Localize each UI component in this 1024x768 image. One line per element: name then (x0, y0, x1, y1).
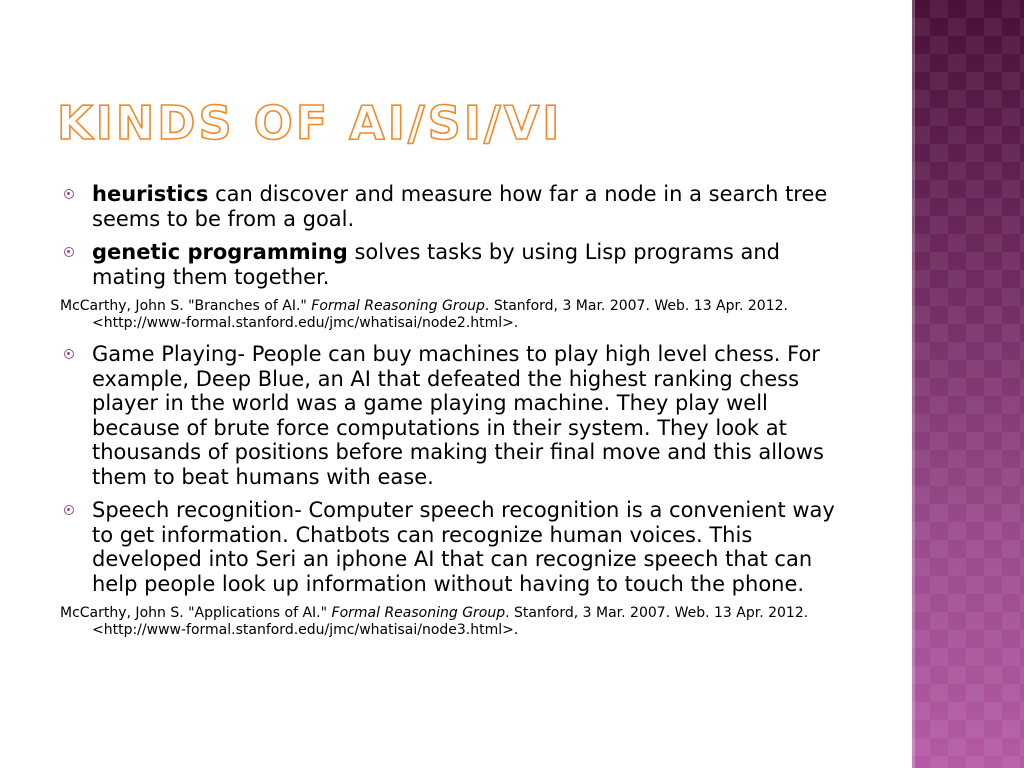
bullet-term: heuristics (92, 182, 209, 206)
citation-applications-of-ai (60, 605, 860, 639)
bullet-genetic-programming (60, 240, 860, 289)
decorative-side-band (912, 0, 1024, 768)
bullet-text: Speech recognition- Computer speech recognition is a convenient way to get information. Chatbots can recognize human voices. This developed into Seri an iphone AI that can recognize speech that can help people look up information without having to touch the phone. (92, 498, 835, 596)
circle-dot-bullet-icon (64, 505, 74, 515)
bullet-text: can discover and measure how far a node in a search tree seems to be from a goal. (92, 182, 828, 231)
citation-details: . Stanford, 3 Mar. 2007. Web. 13 Apr. 2012. <http://www-formal.stanford.edu/jmc/whatisai/node3.html>. (92, 605, 809, 638)
bullet-text: Game Playing- People can buy machines to play high level chess. For example, Deep Blue, an AI that defeated the highest ranking chess player in the world was a game playing machine. They play well because of brute force computations in their system. They look at thousands of positions before making their final move and this allows them to beat humans with ease. (92, 342, 824, 489)
bullet-term: genetic programming (92, 240, 348, 264)
circle-dot-bullet-icon (64, 349, 74, 359)
bullet-heuristics (60, 182, 860, 231)
circle-dot-bullet-icon (64, 247, 74, 257)
citation-details: . Stanford, 3 Mar. 2007. Web. 13 Apr. 2012. <http://www-formal.stanford.edu/jmc/whatisai/node2.html>. (92, 298, 788, 331)
slide-title: KINDS OF AI/SI/VI (57, 96, 563, 150)
bullet-text: solves tasks by using Lisp programs and mating them together. (92, 240, 780, 289)
citation-author-title: McCarthy, John S. "Branches of AI." (60, 298, 312, 314)
slide-content (60, 182, 860, 649)
circle-dot-bullet-icon (64, 189, 74, 199)
citation-author-title: McCarthy, John S. "Applications of AI." (60, 605, 332, 621)
bullet-game-playing (60, 342, 860, 489)
citation-branches-of-ai (60, 298, 860, 332)
citation-source: Formal Reasoning Group (331, 605, 506, 621)
bullet-speech-recognition (60, 498, 860, 596)
citation-source: Formal Reasoning Group (311, 298, 485, 314)
